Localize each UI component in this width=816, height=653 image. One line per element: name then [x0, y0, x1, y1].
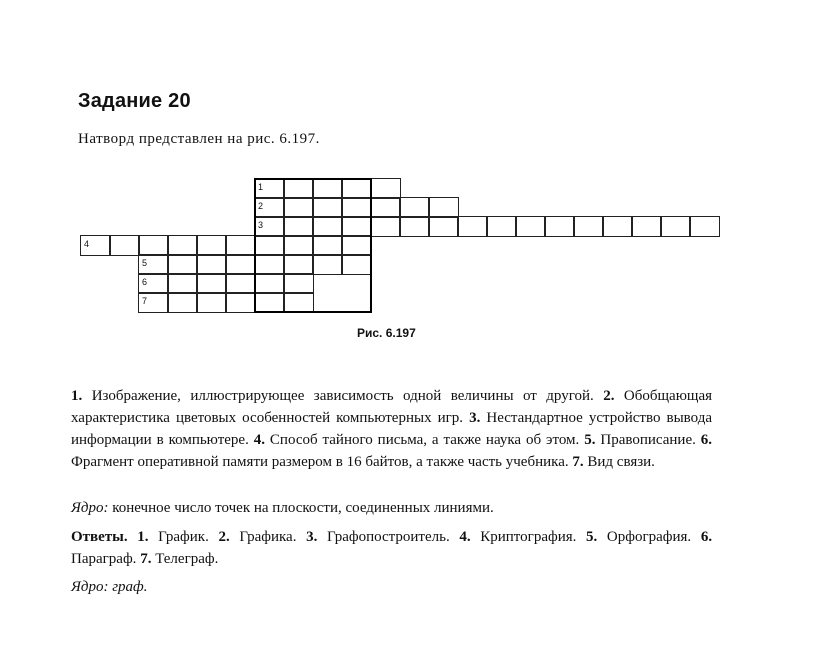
- crossword-cell: [370, 178, 401, 199]
- crossword-cell: [341, 197, 372, 218]
- crossword-cell: [283, 254, 314, 275]
- clue-text: Способ тайного письма, а также наука об этом.: [269, 432, 580, 448]
- crossword-cell: [225, 292, 256, 313]
- crossword-cell: [341, 235, 372, 256]
- crossword-cell: [486, 216, 517, 237]
- clue-text: Нестандартное устройство вывода информации в компьютере.: [71, 410, 712, 448]
- clue-number: 6.: [700, 432, 713, 448]
- row-number: 6: [142, 277, 148, 287]
- crossword-cell: [370, 216, 401, 237]
- core-answer-text: граф.: [112, 579, 148, 595]
- clue-4: [254, 432, 580, 448]
- clue-text: Изображение, иллюстрирующее зависимость одной величины от другой.: [91, 388, 594, 404]
- clue-text: Правописание.: [600, 432, 696, 448]
- crossword-cell: [602, 216, 633, 237]
- crossword-cell: [544, 216, 575, 237]
- crossword-cell: [167, 254, 198, 275]
- crossword-cell: [341, 254, 372, 275]
- core-label: Ядро:: [71, 500, 109, 516]
- clue-5: [584, 432, 696, 448]
- row-number: 1: [258, 182, 264, 192]
- crossword-cell: [109, 235, 140, 256]
- crossword-cell: [312, 178, 343, 199]
- crossword-cell: [283, 235, 314, 256]
- clue-text: Фрагмент оперативной памяти размером в 16 байтов, а также часть учебника.: [71, 454, 569, 470]
- answer-7: 7. Телеграф.: [140, 551, 219, 567]
- crossword-cell: [428, 216, 459, 237]
- clue-number: 4.: [253, 432, 265, 448]
- crossword-cell: [225, 235, 256, 256]
- crossword-cell: [341, 178, 372, 199]
- crossword-cell: [689, 216, 720, 237]
- crossword-cell: [312, 197, 343, 218]
- clue-number: 1.: [71, 388, 83, 404]
- core-answer-label: Ядро:: [71, 579, 109, 595]
- clue-number: 7.: [572, 454, 584, 470]
- crossword-cell: [167, 292, 198, 313]
- clue-1: [71, 388, 594, 404]
- answers-paragraph: [71, 526, 712, 570]
- crossword-cell: [312, 216, 343, 237]
- crossword-cell: [660, 216, 691, 237]
- clue-7: [572, 454, 655, 470]
- crossword-cell: [631, 216, 662, 237]
- crossword-cell: [283, 197, 314, 218]
- crossword-cell: [167, 273, 198, 294]
- figure-caption: Рис. 6.197: [357, 326, 416, 340]
- crossword-cell: [573, 216, 604, 237]
- crossword-cell: [312, 235, 343, 256]
- crossword-cell: [428, 197, 459, 218]
- clue-text: Обобщающая характеристика цветовых особенностей компьютерных игр.: [71, 388, 713, 426]
- crossword-cell: [254, 273, 285, 294]
- crossword-cell: [196, 292, 227, 313]
- crossword-cell: [167, 235, 198, 256]
- crossword-cell: [312, 254, 343, 275]
- crossword-cell: [254, 254, 285, 275]
- intro-text: Натворд представлен на рис. 6.197.: [78, 131, 320, 147]
- crossword-cell: [254, 292, 285, 313]
- crossword-cell: [457, 216, 488, 237]
- core-answer: [71, 576, 712, 598]
- row-number: 2: [258, 201, 264, 211]
- crossword-cell: [283, 273, 314, 294]
- crossword-cell: [138, 235, 169, 256]
- core-definition: [71, 497, 712, 519]
- crossword-cell: [225, 273, 256, 294]
- clue-number: 3.: [469, 410, 481, 426]
- task-title: Задание 20: [78, 90, 191, 112]
- crossword-cell: [196, 273, 227, 294]
- row-number: 3: [258, 220, 264, 230]
- crossword-cell: [370, 197, 401, 218]
- crossword-cell: [399, 216, 430, 237]
- clue-text: Вид связи.: [587, 454, 655, 470]
- clue-number: 5.: [584, 432, 596, 448]
- crossword-cell: [283, 216, 314, 237]
- core-definition-text: конечное число точек на плоскости, соединенных линиями.: [112, 500, 494, 516]
- answer-1: 1. График.: [137, 529, 209, 545]
- answer-5: 5. Орфография.: [586, 529, 692, 545]
- crossword-cell: [515, 216, 546, 237]
- row-number: 5: [142, 258, 148, 268]
- crossword-cell: [254, 235, 285, 256]
- crossword-cell: [196, 254, 227, 275]
- answer-6: 6. Параграф.: [71, 529, 713, 567]
- crossword-cell: [283, 178, 314, 199]
- crossword-cell: [283, 292, 314, 313]
- row-number: 7: [142, 296, 148, 306]
- answer-3: 3. Графопостроитель.: [306, 529, 450, 545]
- crossword-cell: [399, 197, 430, 218]
- crossword-cell: [341, 216, 372, 237]
- answers-label: Ответы.: [71, 529, 128, 545]
- crossword-cell: [225, 254, 256, 275]
- answer-4: 4. Криптография.: [459, 529, 577, 545]
- answer-2: 2. Графика.: [218, 529, 297, 545]
- row-number: 4: [84, 239, 90, 249]
- clues-paragraph: [71, 385, 712, 473]
- clue-number: 2.: [603, 388, 615, 404]
- crossword-cell: [196, 235, 227, 256]
